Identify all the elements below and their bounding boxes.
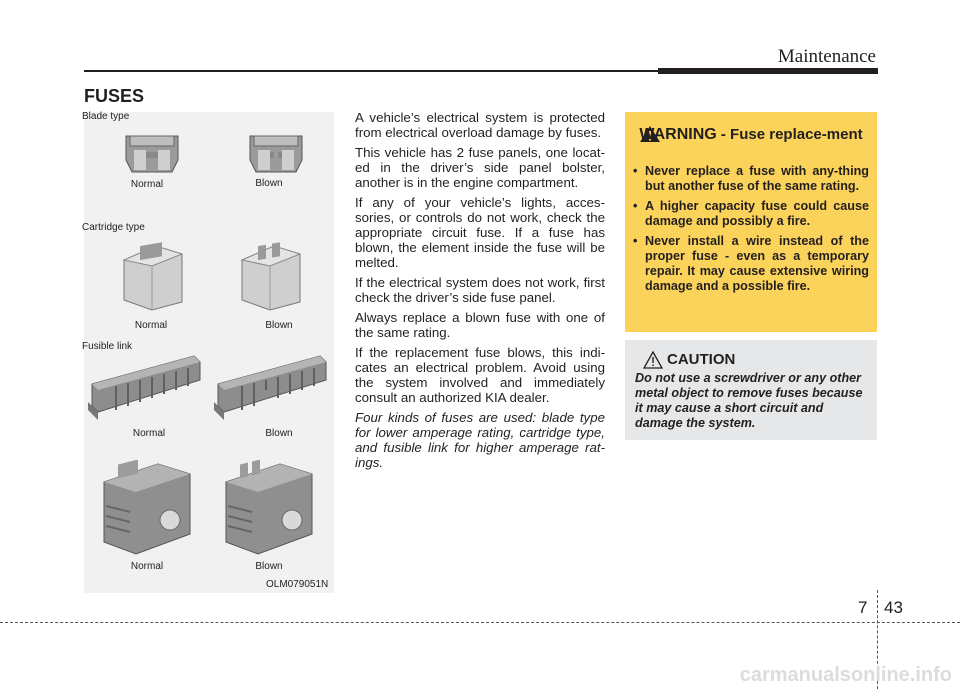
caption-blown: Blown xyxy=(255,561,283,572)
caption-normal: Normal xyxy=(130,179,164,190)
figure-code: OLM079051N xyxy=(266,579,329,590)
blade-fuse-blown-icon xyxy=(246,132,306,176)
blade-fuse-normal-icon xyxy=(122,132,182,176)
label-blade-type: Blade type xyxy=(82,111,130,122)
fusible-link-blown-icon xyxy=(212,350,332,422)
caption-normal: Normal xyxy=(130,561,164,572)
body-paragraph: If the electrical system does not work, first check the driver’s side fuse panel. xyxy=(355,275,605,305)
warning-title-rest: - Fuse replace-ment xyxy=(716,126,863,143)
watermark: carmanualsonline.info xyxy=(739,664,952,686)
fuse-types-figure xyxy=(84,112,334,593)
body-paragraph: If the replacement fuse blows, this indi-cates an electrical problem. Avoid using the system involved and immediately consult an authorized KIA dealer. xyxy=(355,345,605,405)
caption-blown: Blown xyxy=(255,178,283,189)
body-italic-paragraph: Four kinds of fuses are used: blade type for lower amperage rating, cartridge type, and fusible link for higher amperage rat-ings. xyxy=(355,410,605,470)
label-fusible-link: Fusible link xyxy=(82,341,133,352)
body-paragraph: This vehicle has 2 fuse panels, one locat-ed in the driver’s side panel bolster, another is in the engine compartment. xyxy=(355,145,605,190)
warning-list xyxy=(633,164,869,299)
caption-blown: Blown xyxy=(265,320,293,331)
warning-box xyxy=(625,112,877,332)
fusible-link-block-normal-icon xyxy=(96,460,196,556)
caption-blown: Blown xyxy=(265,428,293,439)
body-paragraph: A vehicle’s electrical system is protected from electrical overload damage by fuses. xyxy=(355,110,605,140)
fusible-link-block-blown-icon xyxy=(218,460,318,556)
caution-text: Do not use a screwdriver or any other metal object to remove fuses because it may cause a short circuit and damage the system. xyxy=(635,371,863,430)
caption-normal: Normal xyxy=(132,428,166,439)
body-text xyxy=(355,110,605,475)
warning-item: • A higher capacity fuse could cause damage and possibly a fire. xyxy=(633,199,869,229)
fusible-link-normal-icon xyxy=(86,350,206,422)
cartridge-fuse-normal-icon xyxy=(118,240,188,312)
section-title: FUSES xyxy=(84,86,145,106)
cartridge-fuse-blown-icon xyxy=(236,240,306,312)
warning-title xyxy=(625,126,877,143)
footer-rule xyxy=(0,622,960,623)
header-section-title: Maintenance xyxy=(777,46,876,67)
caution-title: CAUTION xyxy=(667,351,736,368)
warning-title-bold: WARNING xyxy=(639,126,717,143)
warning-item: • Never install a wire instead of the proper fuse - even as a temporary repair. It may cause extensive wiring damage and a possible fire. xyxy=(633,234,869,294)
caption-normal: Normal xyxy=(134,320,168,331)
header-bar xyxy=(658,68,878,74)
caution-icon xyxy=(643,351,663,369)
header-rule xyxy=(84,70,658,72)
warning-item: • Never replace a fuse with any-thing but another fuse of the same rating. xyxy=(633,164,869,194)
label-cartridge-type: Cartridge type xyxy=(82,222,145,233)
body-paragraph: If any of your vehicle’s lights, acces-sories, or controls do not work, check the appropriate circuit fuse. If a fuse has blown, the element inside the fuse will be melted. xyxy=(355,195,605,270)
page-chapter: 7 xyxy=(858,598,868,617)
caution-box xyxy=(625,340,877,440)
page-number: 43 xyxy=(884,598,903,617)
body-paragraph: Always replace a blown fuse with one of the same rating. xyxy=(355,310,605,340)
